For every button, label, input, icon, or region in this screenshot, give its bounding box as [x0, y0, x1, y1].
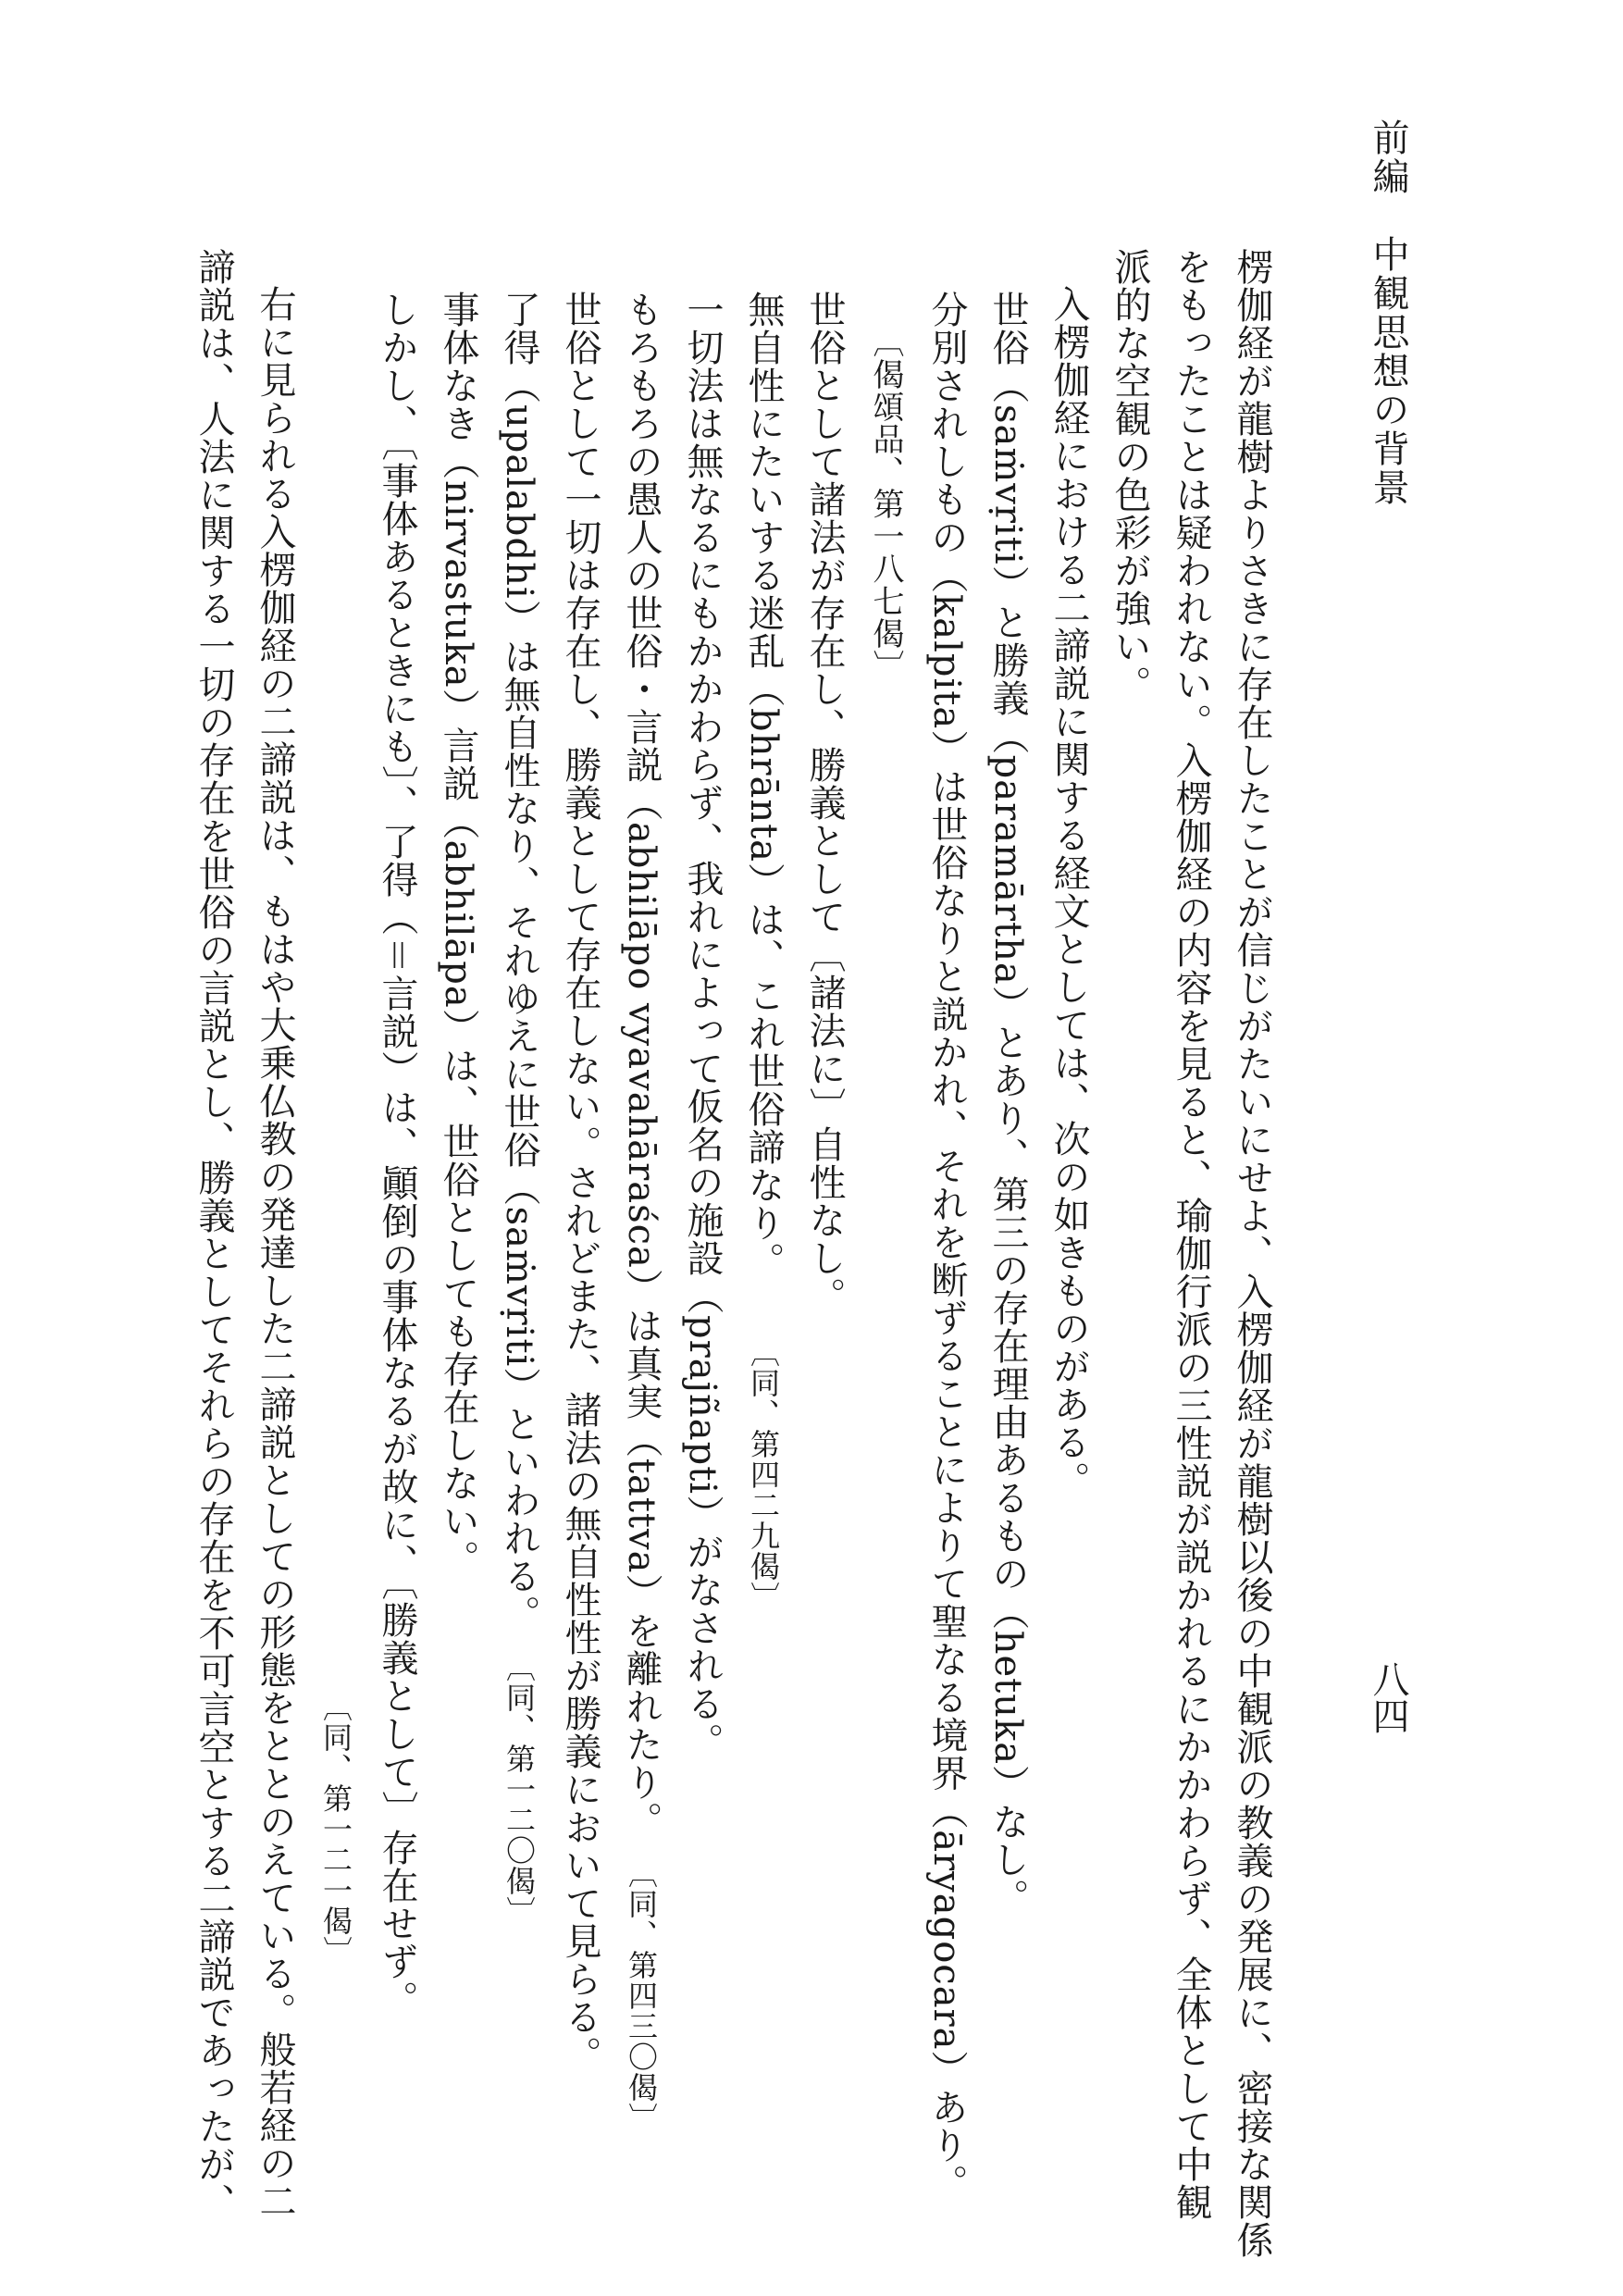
verse-line: 事体なき（nirvastuka）言説（abhilāpa）は、世俗としても存在しない。	[437, 291, 479, 1578]
paragraph-line: 入楞伽経における二諦説に関する経文としては、次の如きものがある。	[1047, 285, 1090, 1499]
verse-citation: 〔同、第四三〇偈〕	[624, 1858, 659, 2134]
page-number	[1351, 1660, 1425, 1762]
running-head	[1351, 118, 1425, 896]
verse-line-text: もろもろの愚人の世俗・言説（abhilāpo vyavahāraśca）は真実（tattva）を離れたり。	[620, 291, 663, 1821]
paragraph-line: をもったことは疑われない。入楞伽経の内容を見ると、瑜伽行派の三性説が説かれるにかかわらず、全体として中観	[1170, 248, 1212, 2221]
verse-citation: 〔同、第一二一偈〕	[318, 1692, 353, 1967]
verse-line-text: 無自性にたいする迷乱（bhrānta）は、これ世俗諦なり。	[742, 291, 785, 1262]
body-text	[192, 248, 1282, 2259]
paragraph-line: 楞伽経が龍樹よりさきに存在したことが信じがたいにせよ、入楞伽経が龍樹以後の中観派の教義の発展に、密接な関係	[1231, 248, 1273, 2259]
verse-line	[489, 248, 550, 2080]
verse-line	[733, 248, 794, 2080]
verse-line	[611, 248, 672, 2134]
paragraph-line: 諦説は、人法に関する一切の存在を世俗の言説とし、勝義としてそれらの存在を不可言空とする二諦説であったが、	[192, 248, 235, 2221]
verse-citation: 〔同、第一二〇偈〕	[502, 1652, 537, 1928]
verse-line: 一切法は無なるにもかかわらず、我れによって仮名の施設（prajñapti）がなされる。	[681, 291, 724, 1761]
verse-line: しかし、〔事体あるときにも〕、了得（＝言説）は、顚倒の事体なるが故に、〔勝義として〕存在せず。	[376, 291, 418, 2018]
verse-citation-line	[305, 248, 366, 2080]
verse-citation: 〔同、第四二九偈〕	[746, 1337, 781, 1613]
page-number-text: 八四	[1367, 1660, 1409, 1734]
verse-line: 分別されしもの（kalpita）は世俗なりと説かれ、それを断ずることによりて聖なる境界（āryagocara）あり。	[925, 291, 968, 2203]
verse-line: 世俗として一切は存在し、勝義として存在しない。されどまた、諸法の無自性性が勝義において見らる。	[559, 291, 601, 2074]
paragraph-line: 右に見られる入楞伽経の二諦説は、もはや大乗仏教の発達した二諦説としての形態をととのえている。般若経の二	[254, 285, 296, 2220]
running-head-text: 前編 中観思想の背景	[1367, 118, 1409, 507]
verse-line: 世俗（saṁvṛiti）と勝義（paramārtha）とあり、第三の存在理由あるもの（hetuka）なし。	[986, 291, 1029, 1917]
verse-line-text: 了得（upalabdhi）は無自性なり、それゆえに世俗（saṁvṛiti）といわれる。	[498, 291, 540, 1615]
verse-line: 世俗として諸法が存在し、勝義として〔諸法に〕自性なし。	[803, 291, 846, 1315]
verse-citation: 〔偈頌品、第一八七偈〕	[867, 326, 904, 682]
paragraph-line: 派的な空観の色彩が強い。	[1109, 248, 1151, 703]
